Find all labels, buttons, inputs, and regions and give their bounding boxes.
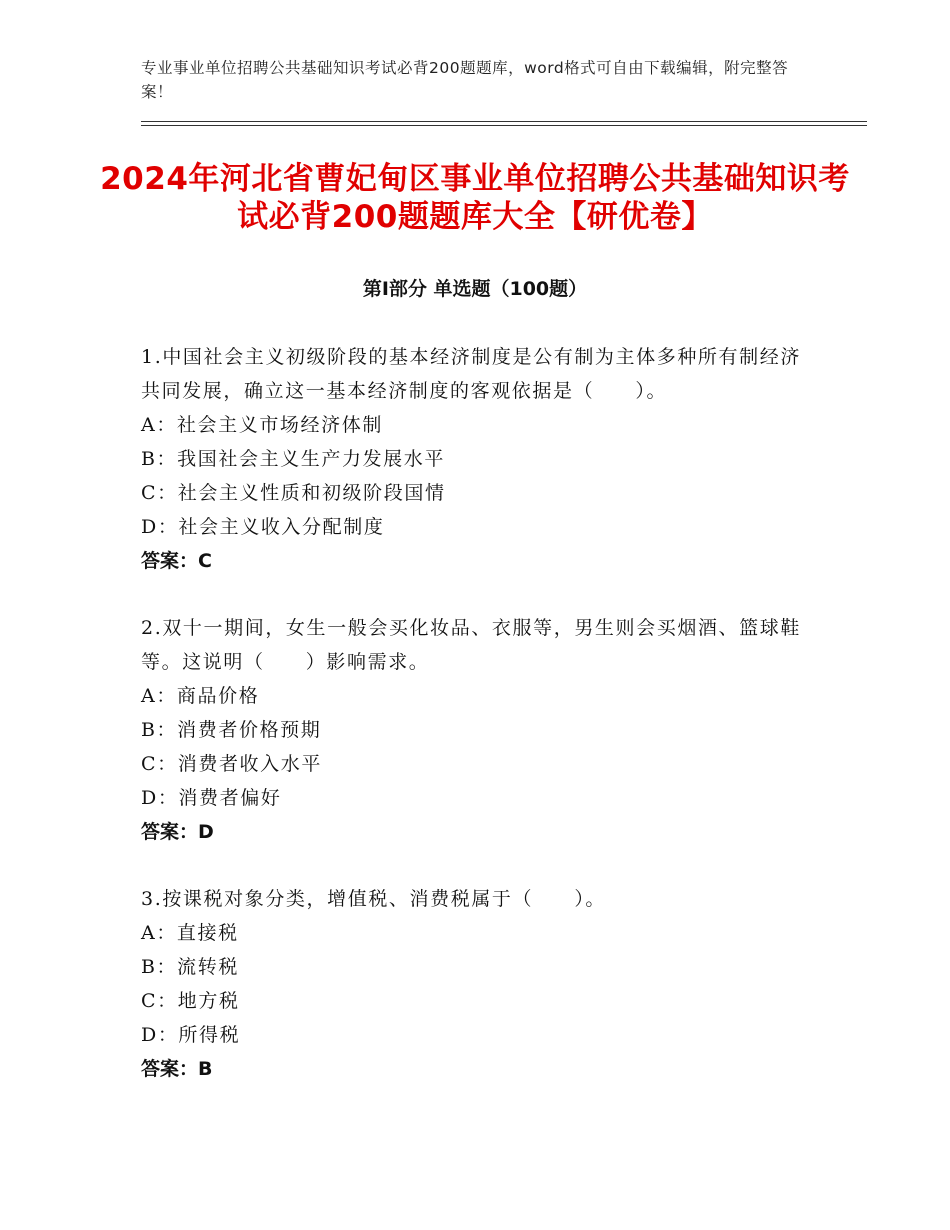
- answer-line: 答案：D: [141, 821, 214, 843]
- option-c: C：社会主义性质和初级阶段国情: [141, 482, 446, 504]
- option-d: D：消费者偏好: [141, 787, 282, 809]
- option-a: A：商品价格: [141, 685, 260, 707]
- option-c: C：消费者收入水平: [141, 753, 322, 775]
- option-c: C：地方税: [141, 990, 240, 1012]
- question-3: [141, 882, 811, 1086]
- question-stem: 3.按课税对象分类，增值税、消费税属于（ ）。: [141, 888, 607, 910]
- answer-line: 答案：C: [141, 550, 212, 572]
- header-divider: [141, 121, 867, 126]
- question-list: [141, 340, 811, 1119]
- section-heading: 第Ⅰ部分 单选题（100题）: [362, 278, 588, 300]
- option-a: A：直接税: [141, 922, 239, 944]
- answer-line: 答案：B: [141, 1058, 213, 1080]
- header-note: 专业事业单位招聘公共基础知识考试必背200题题库，word格式可自由下载编辑，附完整答案！: [141, 59, 789, 101]
- question-2: [141, 611, 811, 849]
- option-a: A：社会主义市场经济体制: [141, 414, 383, 436]
- option-d: D：社会主义收入分配制度: [141, 516, 385, 538]
- option-b: B：消费者价格预期: [141, 719, 322, 741]
- question-1: [141, 340, 811, 578]
- document-title: 2024年河北省曹妃甸区事业单位招聘公共基础知识考试必背200题题库大全【研优卷】: [100, 161, 850, 235]
- question-stem: 1.中国社会主义初级阶段的基本经济制度是公有制为主体多种所有制经济共同发展，确立这一基本经济制度的客观依据是（ ）。: [141, 346, 801, 402]
- option-d: D：所得税: [141, 1024, 241, 1046]
- option-b: B：我国社会主义生产力发展水平: [141, 448, 445, 470]
- option-b: B：流转税: [141, 956, 239, 978]
- question-stem: 2.双十一期间，女生一般会买化妆品、衣服等，男生则会买烟酒、篮球鞋等。这说明（ ）影响需求。: [141, 617, 801, 673]
